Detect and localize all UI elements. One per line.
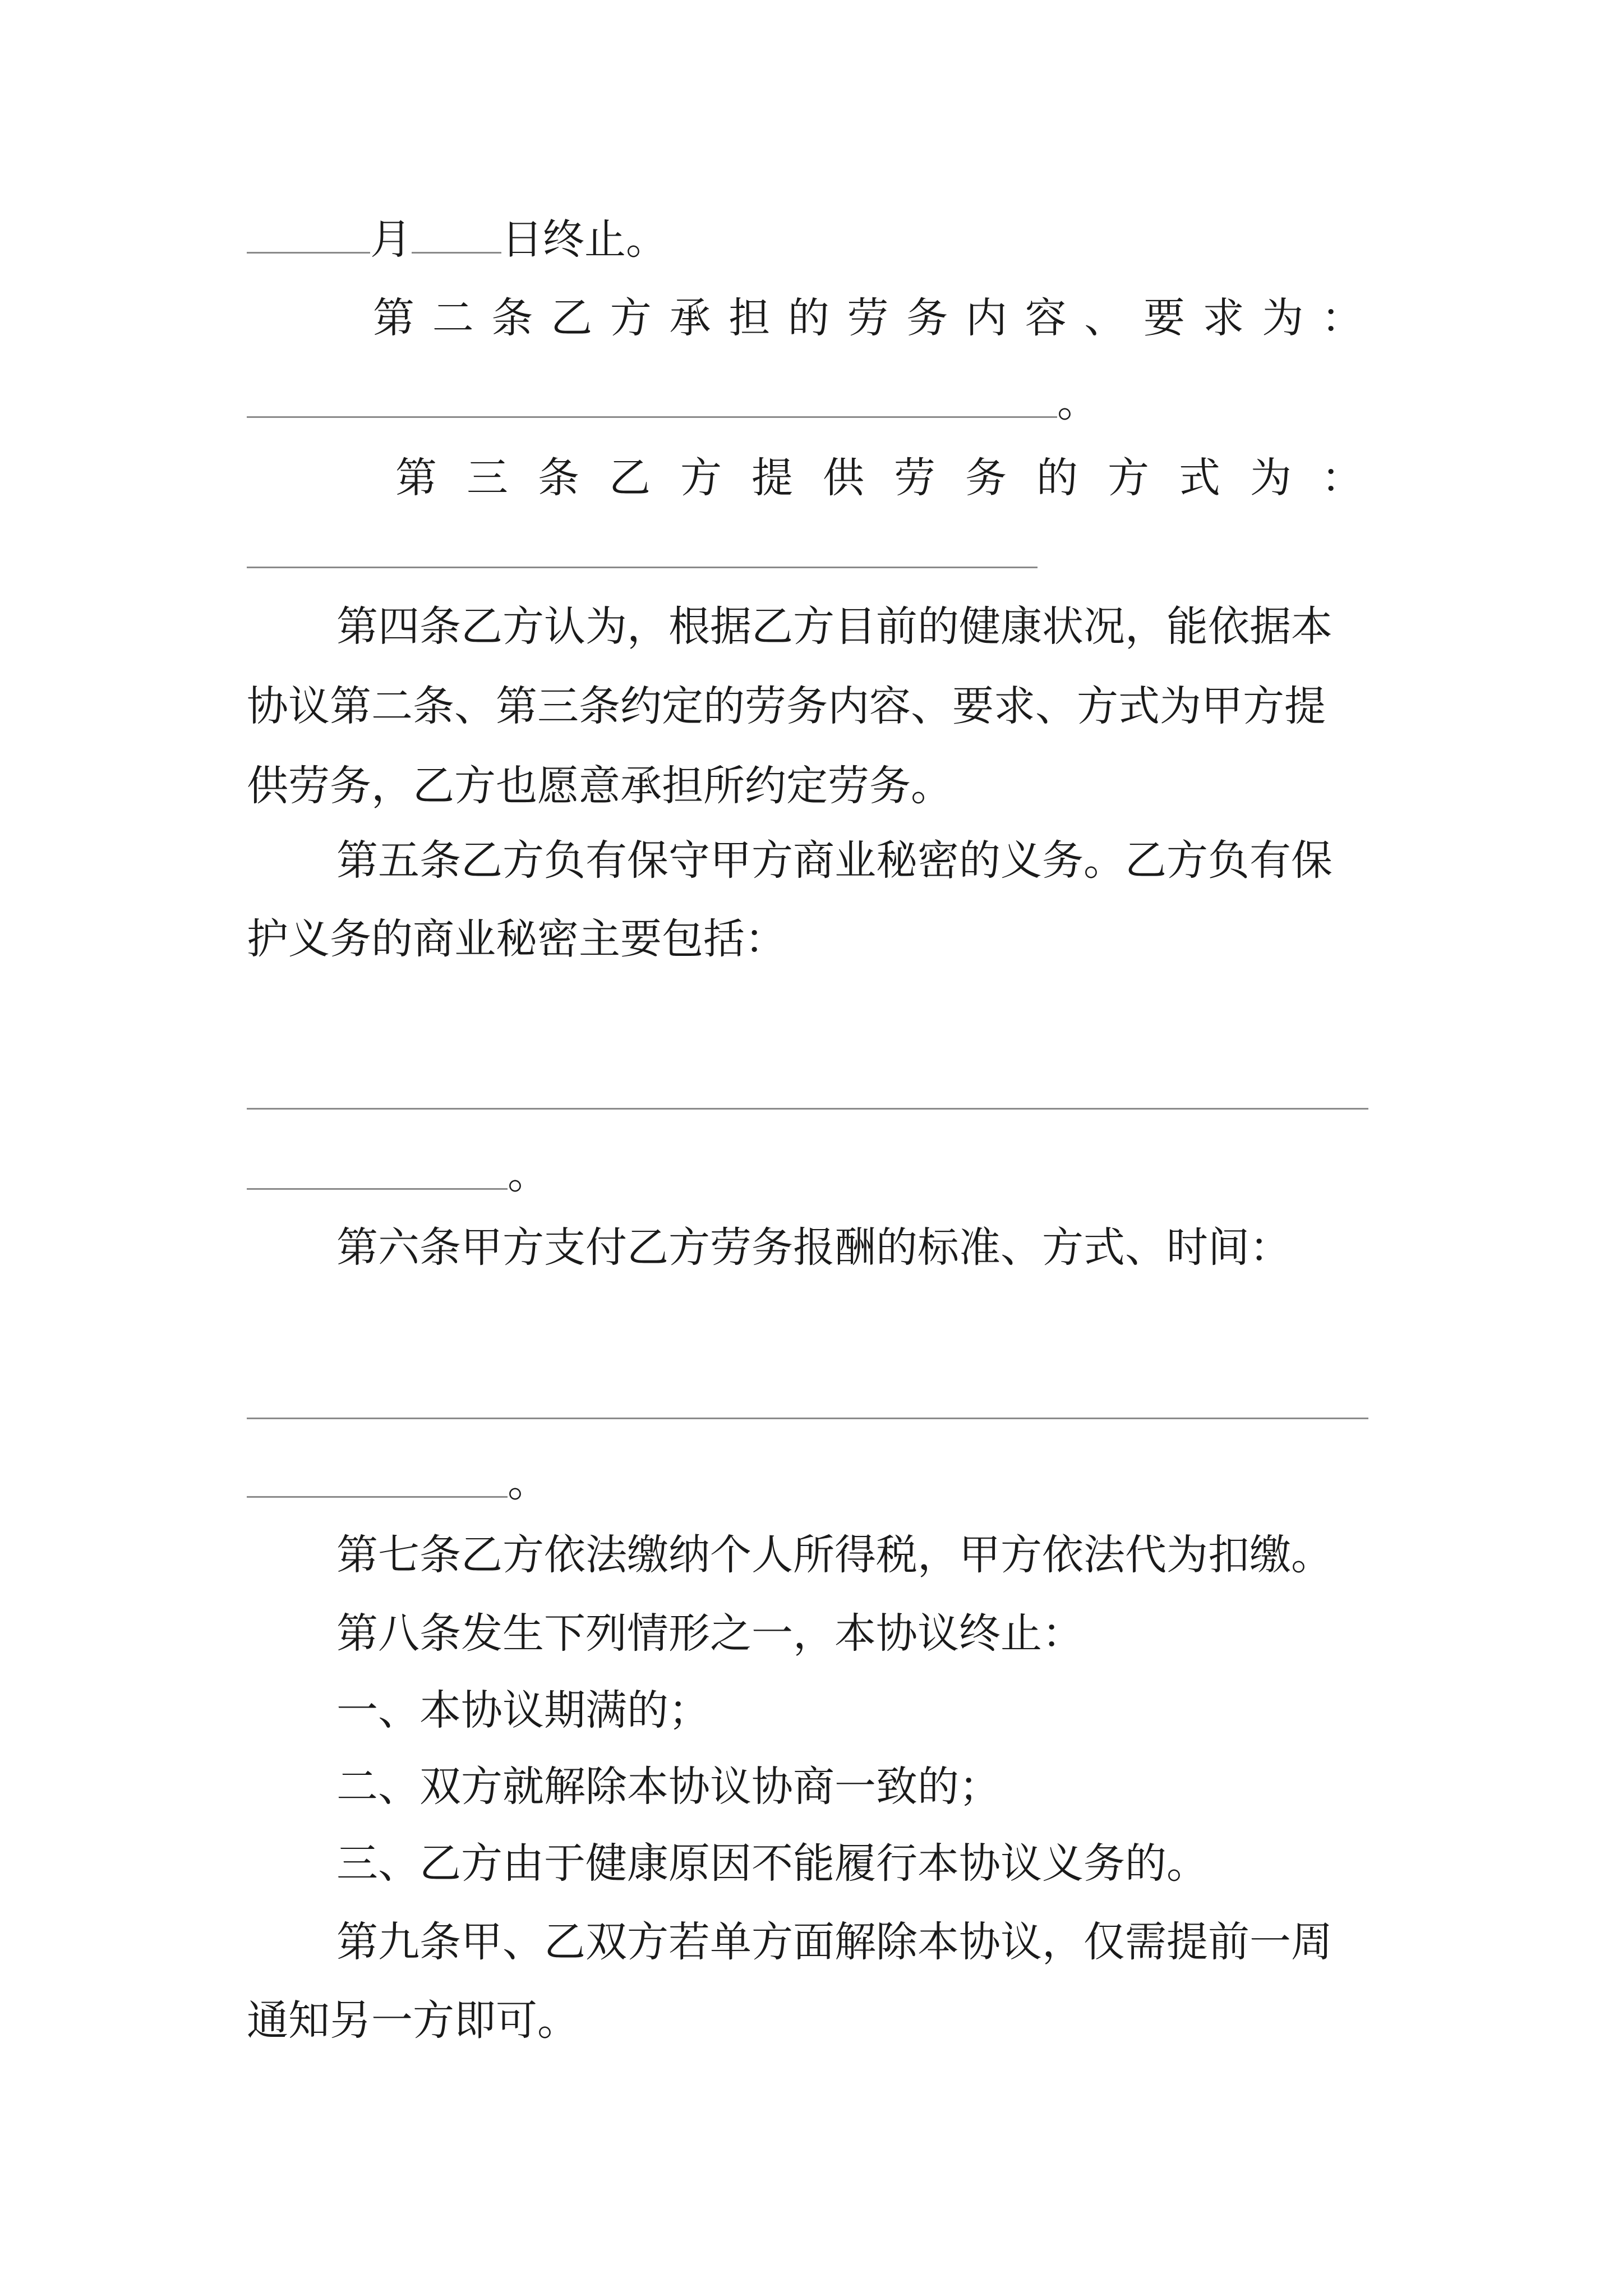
article2-char: 劳: [847, 294, 889, 342]
article9-line1: 第九条甲、乙双方若单方面解除本协议，仅需提前一周: [336, 1918, 1332, 1966]
article3-char: ：: [1321, 454, 1363, 502]
article8-item3: 三、乙方由于健康原因不能履行本协议义务的。: [336, 1839, 1208, 1888]
article2-char: 方: [610, 294, 652, 342]
article2-char: ：: [1321, 294, 1363, 342]
article3-char: 方: [680, 454, 722, 502]
article6-blank-long: [247, 1418, 1368, 1419]
article9-line2: 通知另一方即可。: [247, 1996, 579, 2045]
article2-char: 担: [728, 294, 771, 342]
article3-char: 为: [1250, 454, 1292, 502]
article3-char: 供: [823, 454, 864, 502]
article5-line2: 护义务的商业秘密主要包括：: [247, 915, 786, 963]
article3-char: 方: [1108, 454, 1149, 502]
article6-end: 。: [508, 1458, 549, 1506]
day-end-label: 日终止。: [501, 215, 667, 264]
article6-blank-short: [247, 1496, 508, 1498]
article6-line1: 第六条甲方支付乙方劳务报酬的标准、方式、时间：: [336, 1223, 1291, 1272]
month-label: 月: [370, 215, 412, 264]
article2-char: 条: [491, 294, 533, 342]
article8-line1: 第八条发生下列情形之一，本协议终止：: [336, 1609, 1083, 1658]
article4-line2: 协议第二条、第三条约定的劳务内容、要求、方式为甲方提: [247, 682, 1326, 730]
article4-line1: 第四条乙方认为，根据乙方目前的健康状况，能依据本: [336, 602, 1332, 651]
article2-char: 务: [906, 294, 948, 342]
article5-end: 。: [508, 1150, 549, 1198]
article5-blank-short: [247, 1188, 508, 1190]
article2-char: 求: [1202, 294, 1244, 342]
year-blank: [247, 219, 370, 254]
article2-end: 。: [1057, 378, 1099, 426]
article3-char: 提: [751, 454, 793, 502]
article3-blank: [247, 567, 1038, 568]
article5-line1: 第五条乙方负有保守甲方商业秘密的义务。乙方负有保: [336, 836, 1332, 885]
article3-char: 务: [965, 454, 1007, 502]
article2-char: 的: [787, 294, 829, 342]
article2-heading: [373, 294, 1363, 342]
article2-char: 第: [373, 294, 414, 342]
article3-char: 第: [395, 454, 437, 502]
article3-char: 的: [1036, 454, 1078, 502]
article3-char: 条: [538, 454, 579, 502]
article3-char: 劳: [894, 454, 935, 502]
article2-blank: [247, 416, 1057, 418]
day-blank: [412, 219, 501, 254]
article7-line1: 第七条乙方依法缴纳个人所得税，甲方依法代为扣缴。: [336, 1531, 1332, 1579]
article3-char: 乙: [609, 454, 651, 502]
article2-char: 要: [1143, 294, 1185, 342]
term-end-line: [247, 215, 667, 264]
article3-char: 三: [467, 454, 508, 502]
article5-blank-long: [247, 1108, 1368, 1110]
article2-char: 二: [432, 294, 474, 342]
article2-char: 为: [1262, 294, 1304, 342]
article2-char: 容: [1025, 294, 1067, 342]
article2-char: 、: [1084, 294, 1126, 342]
article2-char: 乙: [551, 294, 593, 342]
article3-heading: [395, 454, 1363, 502]
article8-item2: 二、双方就解除本协议协商一致的；: [336, 1763, 1000, 1811]
article8-item1: 一、本协议期满的；: [336, 1686, 710, 1734]
article4-line3: 供劳务，乙方也愿意承担所约定劳务。: [247, 762, 952, 810]
article2-char: 内: [965, 294, 1007, 342]
article3-char: 式: [1179, 454, 1220, 502]
article2-char: 承: [669, 294, 711, 342]
